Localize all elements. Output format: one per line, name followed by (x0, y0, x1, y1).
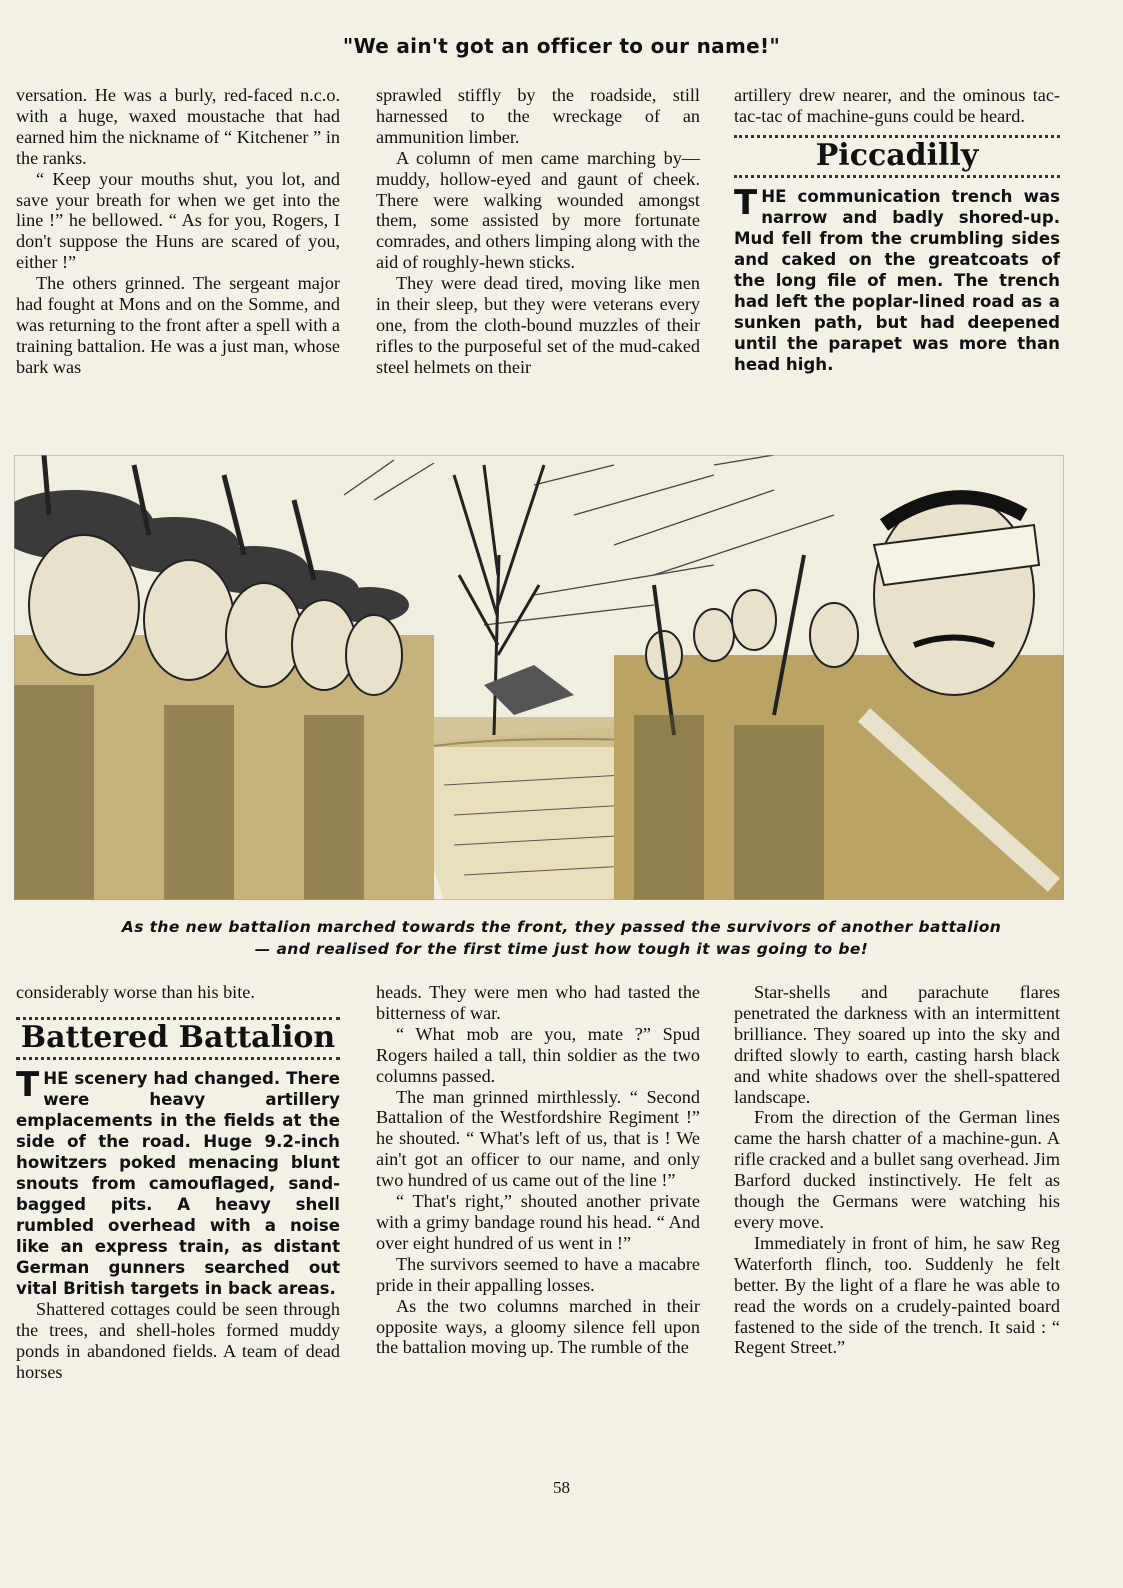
paragraph: “ Keep your mouths shut, you lot, and save your breath for when we get into the line !” he bellowed. “ As for you, Rogers, I don't suppose the Huns are scared of you, either !” (16, 168, 340, 273)
lead-paragraph (16, 1064, 340, 1299)
subheading-battered-battalion: Battered Battalion (20, 1019, 336, 1055)
paragraph: They were dead tired, moving like men in their sleep, but they were veterans every one, from the cloth-bound muzzles of their rifles to the purposeful set of the mud-caked steel helmets on their (376, 273, 700, 377)
bottom-column-3 (734, 982, 1060, 1358)
paragraph: The survivors seemed to have a macabre pride in their appalling losses. (376, 1253, 700, 1295)
page-number: 58 (553, 1478, 570, 1497)
lead-text: HE communication trench was narrow and badly shored-up. Mud fell from the crumbling sides and caked on the greatcoats of the long file of men. The trench had left the poplar-lined road as a sunken path, but had deepened until the parapet was more than head high. (734, 186, 1060, 374)
paragraph: From the direction of the German lines came the harsh chatter of a machine-gun. A rifle cracked and a bullet sang overhead. Jim Barford ducked instinctively. He felt as though the Germans were watching his every move. (734, 1107, 1060, 1232)
caption-line-2: — and realised for the first time just how tough it was going to be! (254, 940, 869, 958)
top-column-2 (376, 85, 700, 378)
top-column-1 (16, 85, 340, 378)
paragraph: considerably worse than his bite. (16, 982, 255, 1002)
page-header: "We ain't got an officer to our name!" (342, 34, 781, 58)
drop-cap: T (16, 1064, 40, 1105)
drop-cap: T (734, 182, 758, 223)
paragraph: Shattered cottages could be seen through the trees, and shell-holes formed muddy ponds in abandoned fields. A team of dead horses (16, 1298, 340, 1382)
paragraph: versation. He was a burly, red-faced n.c.o. with a huge, waxed moustache that had earned him the nickname of “ Kitchener ” in the ranks. (16, 85, 340, 168)
paragraph: artillery drew nearer, and the ominous tac-tac-tac of machine-guns could be heard. (734, 85, 1060, 126)
paragraph: Immediately in front of him, he saw Reg Waterforth flinch, too. Suddenly he felt better. By the light of a flare he was able to read the words on a crudely-painted board fastened to the side of the trench. It said : “ Regent Street.” (734, 1232, 1060, 1358)
caption-line-1: As the new battalion marched towards the front, they passed the survivors of another battalion (121, 918, 1002, 936)
bottom-column-2 (376, 982, 700, 1358)
paragraph: “ What mob are you, mate ?” Spud Rogers hailed a tall, thin soldier as the two columns passed. (376, 1023, 700, 1086)
paragraph: heads. They were men who had tasted the bitterness of war. (376, 982, 700, 1023)
paragraph: The others grinned. The sergeant major had fought at Mons and on the Somme, and was returning to the front after a spell with a training battalion. He was a just man, whose bark was (16, 273, 340, 377)
subheading-piccadilly: Piccadilly (815, 137, 979, 173)
battalion-illustration (14, 455, 1064, 900)
illustration-caption (60, 916, 1063, 960)
paragraph: sprawled stiffly by the roadside, still harnessed to the wreckage of an ammunition limber. (376, 85, 700, 147)
top-column-3 (734, 85, 1060, 375)
paragraph: A column of men came marching by—muddy, hollow-eyed and gaunt of cheek. There were walking wounded amongst them, some assisted by more fortunate comrades, and others limping along with the aid of roughly-hewn sticks. (376, 147, 700, 273)
paragraph: The man grinned mirthlessly. “ Second Battalion of the Westfordshire Regiment !” he shouted. “ What's left of us, that is ! We ain't got an officer to our name, and only two hundred of us came out of the line !” (376, 1086, 700, 1191)
bottom-column-1 (16, 982, 340, 1382)
paragraph: “ That's right,” shouted another private with a grimy bandage round his head. “ And over eight hundred of us went in !” (376, 1191, 700, 1253)
paragraph: Star-shells and parachute flares penetrated the darkness with an intermittent brilliance. They soared up into the sky and drifted slowly to earth, casting harsh black and white shadows over the shell-spattered landscape. (734, 982, 1060, 1107)
divider (16, 1057, 340, 1060)
lead-text: HE scenery had changed. There were heavy artillery emplacements in the fields at the side of the road. Huge 9.2-inch howitzers poked menacing blunt snouts from camouflaged, sand-bagged pits. A heavy shell rumbled overhead with a noise like an express train, as distant German gunners searched out vital British targets in back areas. (16, 1068, 340, 1298)
lead-paragraph (734, 182, 1060, 375)
paragraph: As the two columns marched in their opposite ways, a gloomy silence fell upon the battalion moving up. The rumble of the (376, 1295, 700, 1358)
divider (734, 175, 1060, 178)
